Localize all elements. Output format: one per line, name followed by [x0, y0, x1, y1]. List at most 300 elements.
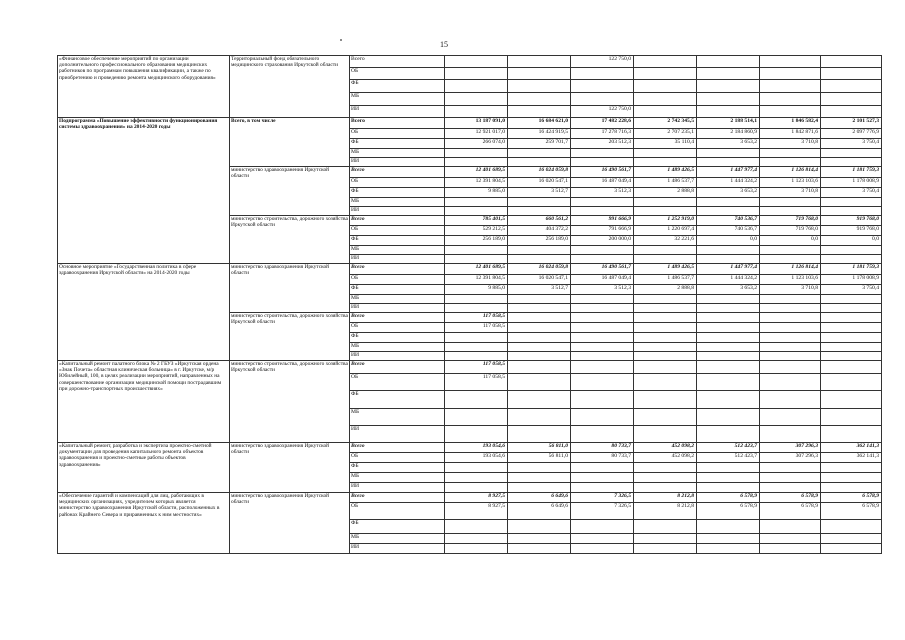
amount-cell: 6 578,9: [821, 503, 882, 520]
amount-cell: [697, 426, 760, 443]
amount-cell: [634, 520, 697, 534]
amount-cell: [821, 534, 882, 544]
amount-cell: 12 391 804,5: [445, 178, 508, 188]
amount-cell: 1 486 537,7: [634, 275, 697, 285]
amount-cell: [634, 534, 697, 544]
amount-cell: 919 768,0: [821, 216, 882, 226]
amount-cell: [634, 426, 697, 443]
amount-cell: 12 921 017,0: [445, 129, 508, 139]
amount-cell: [760, 255, 821, 264]
amount-cell: [821, 426, 882, 443]
amount-cell: [760, 473, 821, 483]
amount-cell: [445, 463, 508, 473]
amount-cell: [634, 304, 697, 313]
amount-cell: 17 278 716,3: [571, 129, 634, 139]
amount-cell: [760, 374, 821, 391]
amount-cell: [760, 93, 821, 106]
funding-source-cell: ОБ: [350, 226, 445, 236]
amount-cell: 2 888,8: [634, 285, 697, 295]
amount-cell: [697, 544, 760, 554]
amount-cell: [760, 313, 821, 323]
amount-cell: [634, 56, 697, 68]
amount-cell: [508, 149, 571, 158]
amount-cell: 80 733,7: [571, 443, 634, 453]
amount-cell: [445, 158, 508, 167]
funding-source-cell: МБ: [350, 198, 445, 207]
amount-cell: [445, 352, 508, 361]
amount-cell: 203 512,3: [571, 139, 634, 149]
amount-cell: [634, 391, 697, 409]
amount-cell: 6 649,6: [508, 503, 571, 520]
amount-cell: 452 098,2: [634, 453, 697, 463]
amount-cell: 719 768,0: [760, 226, 821, 236]
amount-cell: [697, 68, 760, 80]
amount-cell: [634, 473, 697, 483]
funding-source-cell: ФБ: [350, 391, 445, 409]
funding-source-cell: ИИ: [350, 106, 445, 118]
amount-cell: [821, 374, 882, 391]
amount-cell: [634, 313, 697, 323]
amount-cell: [760, 544, 821, 554]
amount-cell: 2 184 860,9: [697, 129, 760, 139]
amount-cell: [760, 106, 821, 118]
amount-cell: [760, 361, 821, 374]
amount-cell: 193 054,6: [445, 453, 508, 463]
amount-cell: 266 074,0: [445, 139, 508, 149]
amount-cell: [634, 295, 697, 304]
amount-cell: 1 489 426,5: [634, 264, 697, 275]
amount-cell: [697, 483, 760, 493]
amount-cell: [508, 426, 571, 443]
amount-cell: [445, 68, 508, 80]
budget-table-wrapper: [57, 55, 881, 632]
table-row: [58, 56, 882, 68]
amount-cell: [571, 149, 634, 158]
activity-description: «Капитальный ремонт, разработка и экспертиза проектно-сметной документации для проведения капитального ремонта объектов здравоохранения и проектно-сметные работы объектов здравоохранения»: [58, 443, 230, 493]
amount-cell: 1 842 871,6: [760, 129, 821, 139]
amount-cell: [508, 80, 571, 93]
amount-cell: [760, 304, 821, 313]
amount-cell: [508, 198, 571, 207]
table-body: [58, 56, 882, 554]
amount-cell: [634, 246, 697, 255]
amount-cell: [760, 149, 821, 158]
funding-source-cell: Всего: [350, 118, 445, 129]
funding-source-cell: ИИ: [350, 158, 445, 167]
amount-cell: 3 512,3: [571, 188, 634, 198]
amount-cell: [571, 158, 634, 167]
amount-cell: 8 927,5: [445, 503, 508, 520]
amount-cell: [821, 361, 882, 374]
activity-description: «Капитальный ремонт палатного блока № 2 ГБУЗ «Иркутская ордена «Знак Почета» областная клиническая больница» в г. Иркутске, м/р Юбилейный, 100, в целях реализации мероприятий, направленных на совершенствование организации медицинской помощи пострадавшим при дорожно-транспортных происшествиях»: [58, 361, 230, 443]
amount-cell: [571, 409, 634, 426]
amount-cell: [821, 333, 882, 343]
amount-cell: [697, 149, 760, 158]
amount-cell: 17 482 228,6: [571, 118, 634, 129]
amount-cell: [634, 207, 697, 216]
amount-cell: [508, 295, 571, 304]
amount-cell: 6 578,9: [697, 503, 760, 520]
amount-cell: [634, 106, 697, 118]
table-row: [58, 493, 882, 503]
amount-cell: [821, 158, 882, 167]
amount-cell: [634, 149, 697, 158]
amount-cell: [571, 391, 634, 409]
amount-cell: 259 701,7: [508, 139, 571, 149]
amount-cell: [508, 68, 571, 80]
amount-cell: [508, 520, 571, 534]
table-row: [58, 264, 882, 275]
amount-cell: [821, 56, 882, 68]
amount-cell: [634, 68, 697, 80]
funding-source-cell: Всего: [350, 361, 445, 374]
amount-cell: [445, 391, 508, 409]
amount-cell: [697, 207, 760, 216]
amount-cell: [508, 544, 571, 554]
amount-cell: 452 098,2: [634, 443, 697, 453]
executor-cell: министерство здравоохранения Иркутской области: [230, 493, 350, 554]
amount-cell: 117 058,5: [445, 313, 508, 323]
amount-cell: [508, 93, 571, 106]
amount-cell: [760, 68, 821, 80]
amount-cell: 719 768,0: [760, 216, 821, 226]
funding-source-cell: ФБ: [350, 463, 445, 473]
amount-cell: [634, 323, 697, 333]
amount-cell: 1 126 814,4: [760, 167, 821, 178]
amount-cell: 3 710,8: [760, 285, 821, 295]
funding-source-cell: ОБ: [350, 129, 445, 139]
amount-cell: [571, 463, 634, 473]
amount-cell: 193 054,6: [445, 443, 508, 453]
amount-cell: 991 666,9: [571, 216, 634, 226]
amount-cell: [445, 544, 508, 554]
amount-cell: 9 885,0: [445, 285, 508, 295]
funding-source-cell: МБ: [350, 93, 445, 106]
amount-cell: [760, 343, 821, 352]
amount-cell: 3 710,8: [760, 188, 821, 198]
amount-cell: [821, 80, 882, 93]
amount-cell: [571, 295, 634, 304]
amount-cell: 12 391 804,5: [445, 275, 508, 285]
amount-cell: 362 141,3: [821, 443, 882, 453]
amount-cell: [571, 80, 634, 93]
amount-cell: [821, 198, 882, 207]
amount-cell: [508, 158, 571, 167]
amount-cell: [634, 198, 697, 207]
amount-cell: [697, 534, 760, 544]
amount-cell: [445, 534, 508, 544]
amount-cell: [697, 106, 760, 118]
amount-cell: [697, 198, 760, 207]
funding-source-cell: ИИ: [350, 544, 445, 554]
amount-cell: [697, 295, 760, 304]
amount-cell: 1 444 324,2: [697, 178, 760, 188]
amount-cell: [508, 391, 571, 409]
activity-description: «Финансовое обеспечение мероприятий по организации дополнительного профессионального образования медицинских работников по программам повышения квалификации, а также по приобретению и проведению ремонта медицинского оборудования»: [58, 56, 230, 118]
amount-cell: 16 490 561,7: [571, 167, 634, 178]
amount-cell: 529 212,5: [445, 226, 508, 236]
amount-cell: [634, 483, 697, 493]
amount-cell: [634, 343, 697, 352]
funding-source-cell: Всего: [350, 443, 445, 453]
amount-cell: 307 296,3: [760, 443, 821, 453]
amount-cell: [697, 333, 760, 343]
funding-source-cell: Всего: [350, 493, 445, 503]
funding-source-cell: ИИ: [350, 426, 445, 443]
amount-cell: 2 888,8: [634, 188, 697, 198]
amount-cell: 660 561,2: [508, 216, 571, 226]
amount-cell: [760, 426, 821, 443]
amount-cell: [697, 374, 760, 391]
amount-cell: [445, 106, 508, 118]
amount-cell: 1 489 426,5: [634, 167, 697, 178]
funding-source-cell: МБ: [350, 149, 445, 158]
amount-cell: [571, 93, 634, 106]
amount-cell: [760, 295, 821, 304]
funding-source-cell: МБ: [350, 295, 445, 304]
amount-cell: 6 578,9: [821, 493, 882, 503]
amount-cell: [821, 149, 882, 158]
amount-cell: 117 058,5: [445, 361, 508, 374]
amount-cell: 16 424 919,5: [508, 129, 571, 139]
amount-cell: 32 221,6: [634, 236, 697, 246]
amount-cell: [760, 391, 821, 409]
amount-cell: 1 447 977,4: [697, 264, 760, 275]
amount-cell: 1 444 324,2: [697, 275, 760, 285]
funding-source-cell: ОБ: [350, 323, 445, 333]
amount-cell: [821, 106, 882, 118]
executor-cell: Территориальный фонд обязательного медицинского страхования Иркутской области: [230, 56, 350, 118]
amount-cell: [445, 93, 508, 106]
funding-source-cell: ФБ: [350, 520, 445, 534]
amount-cell: 3 750,4: [821, 285, 882, 295]
amount-cell: 1 178 008,9: [821, 178, 882, 188]
amount-cell: 3 653,2: [697, 139, 760, 149]
amount-cell: 9 885,0: [445, 188, 508, 198]
amount-cell: [445, 426, 508, 443]
amount-cell: [760, 409, 821, 426]
table-row: [58, 118, 882, 129]
amount-cell: [821, 313, 882, 323]
amount-cell: 13 187 091,0: [445, 118, 508, 129]
amount-cell: [760, 246, 821, 255]
amount-cell: 404 372,2: [508, 226, 571, 236]
amount-cell: [821, 391, 882, 409]
amount-cell: [571, 207, 634, 216]
amount-cell: 56 811,0: [508, 453, 571, 463]
amount-cell: [445, 255, 508, 264]
amount-cell: 0,0: [821, 236, 882, 246]
amount-cell: [508, 483, 571, 493]
amount-cell: [821, 463, 882, 473]
funding-source-cell: МБ: [350, 534, 445, 544]
amount-cell: [634, 409, 697, 426]
amount-cell: 0,0: [697, 236, 760, 246]
amount-cell: [760, 56, 821, 68]
executor-cell: министерство строительства, дорожного хозяйства Иркутской области: [230, 361, 350, 443]
amount-cell: 122 750,0: [571, 56, 634, 68]
amount-cell: [508, 343, 571, 352]
funding-source-cell: ОБ: [350, 68, 445, 80]
funding-source-cell: МБ: [350, 409, 445, 426]
amount-cell: [508, 106, 571, 118]
amount-cell: [571, 333, 634, 343]
amount-cell: 200 000,0: [571, 236, 634, 246]
funding-source-cell: Всего: [350, 313, 445, 323]
amount-cell: [445, 409, 508, 426]
amount-cell: 3 653,2: [697, 188, 760, 198]
amount-cell: [697, 80, 760, 93]
amount-cell: 1 126 814,4: [760, 264, 821, 275]
scan-dot: [340, 39, 342, 41]
amount-cell: [821, 304, 882, 313]
amount-cell: 7 326,5: [571, 493, 634, 503]
amount-cell: [445, 56, 508, 68]
amount-cell: 256 189,0: [508, 236, 571, 246]
amount-cell: 6 649,6: [508, 493, 571, 503]
amount-cell: [634, 255, 697, 264]
funding-source-cell: МБ: [350, 343, 445, 352]
amount-cell: 122 750,0: [571, 106, 634, 118]
amount-cell: [821, 483, 882, 493]
amount-cell: 12 401 689,5: [445, 264, 508, 275]
amount-cell: [571, 323, 634, 333]
amount-cell: 16 684 621,0: [508, 118, 571, 129]
amount-cell: [634, 361, 697, 374]
amount-cell: 1 123 103,6: [760, 275, 821, 285]
amount-cell: 6 578,9: [697, 493, 760, 503]
amount-cell: 56 811,0: [508, 443, 571, 453]
amount-cell: [697, 255, 760, 264]
amount-cell: [571, 361, 634, 374]
amount-cell: [821, 295, 882, 304]
funding-source-cell: ФБ: [350, 285, 445, 295]
amount-cell: [508, 473, 571, 483]
funding-source-cell: ИИ: [350, 483, 445, 493]
amount-cell: 1 846 582,4: [760, 118, 821, 129]
amount-cell: [445, 295, 508, 304]
amount-cell: [445, 473, 508, 483]
amount-cell: [760, 483, 821, 493]
amount-cell: [571, 520, 634, 534]
amount-cell: [697, 246, 760, 255]
amount-cell: [760, 333, 821, 343]
amount-cell: 6 578,9: [760, 493, 821, 503]
amount-cell: [634, 463, 697, 473]
amount-cell: 6 578,9: [760, 503, 821, 520]
amount-cell: 16 487 049,4: [571, 275, 634, 285]
amount-cell: [571, 374, 634, 391]
amount-cell: [508, 313, 571, 323]
amount-cell: 2 742 345,5: [634, 118, 697, 129]
budget-table: [57, 55, 882, 554]
amount-cell: [697, 463, 760, 473]
amount-cell: [697, 313, 760, 323]
funding-source-cell: ИИ: [350, 255, 445, 264]
executor-cell: министерство здравоохранения Иркутской области: [230, 264, 350, 313]
amount-cell: [760, 520, 821, 534]
amount-cell: 8 927,5: [445, 493, 508, 503]
amount-cell: [697, 352, 760, 361]
amount-cell: 16 020 547,1: [508, 178, 571, 188]
amount-cell: [821, 352, 882, 361]
funding-source-cell: ИИ: [350, 304, 445, 313]
amount-cell: [445, 520, 508, 534]
amount-cell: 919 768,0: [821, 226, 882, 236]
amount-cell: 35 110,4: [634, 139, 697, 149]
funding-source-cell: ФБ: [350, 333, 445, 343]
amount-cell: [821, 68, 882, 80]
funding-source-cell: ОБ: [350, 453, 445, 463]
amount-cell: [634, 158, 697, 167]
amount-cell: 117 058,5: [445, 323, 508, 333]
funding-source-cell: Всего: [350, 264, 445, 275]
amount-cell: 2 101 527,3: [821, 118, 882, 129]
amount-cell: [821, 520, 882, 534]
funding-source-cell: МБ: [350, 246, 445, 255]
amount-cell: [508, 207, 571, 216]
amount-cell: [508, 352, 571, 361]
amount-cell: [697, 409, 760, 426]
amount-cell: [760, 198, 821, 207]
amount-cell: [445, 246, 508, 255]
amount-cell: 117 058,5: [445, 374, 508, 391]
amount-cell: [634, 93, 697, 106]
funding-source-cell: ФБ: [350, 139, 445, 149]
amount-cell: 2 097 776,9: [821, 129, 882, 139]
amount-cell: 3 750,4: [821, 139, 882, 149]
funding-source-cell: Всего: [350, 216, 445, 226]
funding-source-cell: ОБ: [350, 374, 445, 391]
amount-cell: [697, 361, 760, 374]
amount-cell: 16 487 049,4: [571, 178, 634, 188]
amount-cell: 1 220 697,4: [634, 226, 697, 236]
amount-cell: 16 024 059,8: [508, 264, 571, 275]
activity-description: Подпрограмма «Повышение эффективности функционирования системы здравоохранения» на 2014-2020 годы: [58, 118, 230, 264]
amount-cell: 256 189,0: [445, 236, 508, 246]
amount-cell: [821, 207, 882, 216]
amount-cell: 785 401,5: [445, 216, 508, 226]
amount-cell: [821, 93, 882, 106]
amount-cell: [821, 343, 882, 352]
amount-cell: 0,0: [760, 236, 821, 246]
amount-cell: [571, 313, 634, 323]
amount-cell: [445, 198, 508, 207]
amount-cell: [571, 544, 634, 554]
amount-cell: [760, 352, 821, 361]
amount-cell: [508, 56, 571, 68]
amount-cell: [571, 68, 634, 80]
amount-cell: [821, 246, 882, 255]
amount-cell: [571, 426, 634, 443]
funding-source-cell: ФБ: [350, 188, 445, 198]
table-row: [58, 361, 882, 374]
amount-cell: 1 252 919,0: [634, 216, 697, 226]
amount-cell: 3 512,7: [508, 188, 571, 198]
funding-source-cell: ОБ: [350, 178, 445, 188]
amount-cell: 3 653,2: [697, 285, 760, 295]
amount-cell: [634, 544, 697, 554]
amount-cell: [508, 323, 571, 333]
amount-cell: [697, 304, 760, 313]
amount-cell: [821, 255, 882, 264]
amount-cell: [634, 333, 697, 343]
amount-cell: [697, 391, 760, 409]
amount-cell: 512 423,7: [697, 453, 760, 463]
page-number: 15: [440, 40, 448, 49]
amount-cell: [634, 352, 697, 361]
amount-cell: [508, 304, 571, 313]
